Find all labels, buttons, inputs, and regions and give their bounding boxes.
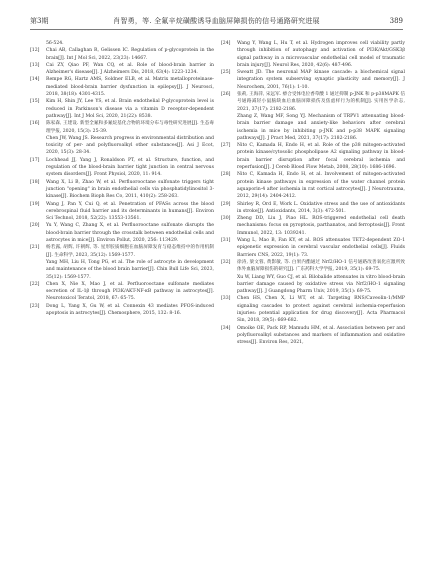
reference-text: 张莉, 王海萍, 宋远军. 痹合受体电位香草酸 1 通过抑制 p-JNK 和 p-p38MAPK 信号通路减轻小鼠脑缺血后血脑屏障损伤及焦虑样行为的机制[J]. 实用医学杂志, 2021, 37(17): 2182-2186. — [237, 92, 405, 112]
reference-number: [33] — [221, 296, 231, 302]
reference-text: 陈家森, 王建设. 新型全氟和多氟烷基化合物的环境分布与毒性研究进展[J]. 生态毒理学报, 2020, 15(3): 25-39. — [46, 121, 214, 134]
reference-text: Chen JW, Wang JS. Research progress in environmental distribution and toxicity of per- and polyfluoroalkyl other substances[J]. Asi J Ecot, 2020, 15(3): 28-34. — [46, 135, 214, 156]
reference-entry — [30, 98, 214, 120]
reference-entry — [221, 40, 405, 69]
reference-number: [24] — [221, 41, 231, 46]
reference-text: Zheng DD, Liu J, Piao HL. ROS-triggered endothelial cell death mechanisms: focus on pyroptosis, parthanatos, and ferroptosis[J]. Front Immunol, 2022, 13: 1039241. — [237, 216, 405, 236]
reference-text: 徐涛, 梁文蓉, 黄影敏, 等. 白果内酯通过 Nrf2/HO-1 信号通路改善氧化应激所致体外血脑屏障损伤的研究[J]. 广东药科大学学报, 2019, 35(1): 69-75. — [237, 259, 405, 273]
reference-number: [34] — [221, 325, 231, 331]
reference-number: [31] — [221, 238, 231, 244]
issue-label: 第3期 — [30, 17, 49, 25]
reference-number: [32] — [221, 259, 231, 265]
reference-entry — [221, 237, 405, 259]
right-column — [221, 40, 405, 346]
reference-entry — [221, 171, 405, 200]
reference-entry — [221, 259, 405, 274]
reference-number: [12] — [30, 48, 40, 54]
reference-text: Shirley R, Ord E, Work L. Oxidative stress and the use of antioxidants in stroke[J]. Antioxidants, 2014, 3(3): 472-501. — [237, 201, 405, 214]
reference-number: [25] — [221, 70, 231, 76]
reference-entry — [30, 47, 214, 62]
reference-text: Lochhead JJ, Yang J, Ronaldson PT, et al. Structure, function, and regulation of the blood-brain barrier tight junction in central nervous system disorders[J]. Front Physiol, 2020, 11: 914. — [46, 157, 214, 178]
reference-entry — [221, 113, 405, 142]
page-number: 389 — [389, 17, 403, 25]
reference-number: [20] — [30, 223, 40, 229]
reference-entry — [221, 325, 405, 347]
reference-text: Wang L, Mao B, Fan KY, et al. ROS attenuates TET2-dependent ZO-1 epigenetic expression in cerebral vascular endothelial cells[J]. Fluids Barriers CNS, 2022, 19(1): 73. — [237, 238, 405, 258]
left-column — [30, 40, 214, 317]
reference-entry — [30, 201, 214, 223]
reference-entry — [221, 215, 405, 237]
reference-text: Omoike OE, Pack RP, Mamudu HM, et al. Association between per and polyfluoroalkyl substances and markers of inflammation and oxidative stress[J]. Environ Res, 2021, — [237, 325, 405, 346]
reference-entry — [221, 274, 405, 296]
reference-entry — [30, 244, 214, 259]
reference-entry — [30, 135, 214, 157]
reference-entry — [221, 91, 405, 113]
reference-entry — [30, 120, 214, 135]
reference-number: [13] — [30, 62, 40, 68]
reference-number: [27] — [221, 143, 231, 149]
running-title: 肖智勇，等. 全氟辛烷磺酸诱导血脑屏障损伤的信号通路研究进展 — [113, 17, 320, 25]
running-header — [30, 13, 403, 30]
reference-text: 杨若露, 胡辉, 许朝辉, 等. 星形胶质细胞在血脑屏障发育与稳态维持中的作用机制[J]. 生命科学, 2023, 35(12): 1569-1577. — [46, 245, 214, 258]
reference-continuation: 56-524. — [46, 41, 64, 46]
reference-text: Wang Y, Wang L, Hu T, et al. Hydrogen improves cell viability partly through inhibition of autophagy and activation of PI3K/Akt/GSK3β signal pathway in a microvascular endothelial cell model of traumatic brain injury[J]. Neurol Res, 2020, 42(6): 487-496. — [237, 41, 405, 68]
reference-entry — [30, 179, 214, 201]
reference-text: Sweatt JD. The neuronal MAP kinase cascade: a biochemical signal integration system subserving synaptic plasticity and memory[J]. J Neurochem, 2001, 76(1): 1-10. — [237, 70, 405, 90]
reference-entry — [30, 303, 214, 318]
reference-number: [26] — [221, 92, 231, 98]
reference-entry — [30, 157, 214, 179]
reference-text: Xu W, Liang WY, Guo CJ, et al. Bilobalide attenuates in vitro blood-brain barrier damage caused by oxidative stress via Nrf2/HO-1 signaling pathway[J]. J Guangdong Pharm Univ, 2019, 35(1): 69-75. — [237, 274, 405, 295]
reference-text: Nito C, Kamada H, Endo H, et al. Role of the p38 mitogen-activated protein kinase/cytosolic phospholipase A2 signaling pathway in blood-brain barrier disruption after focal cerebral ischemia and reperfusion[J]. J Cereb Blood Flow Metab, 2008, 28(10): 1686-1696. — [237, 143, 405, 171]
reference-entry — [30, 259, 214, 281]
reference-entry — [30, 62, 214, 77]
reference-number: [15] — [30, 99, 40, 105]
reference-entry — [30, 76, 214, 98]
reference-text: Zhang Z, Wang MF, Song YJ. Mechanism of TRPV1 attenuating blood-brain barrier damage and anxiety-like behaviors after cerebral ischemia in mice by inhibiting p-JNK and p-p38 MAPK signaling pathways[J]. J Pract Med, 2021, 37(17): 2182-2186. — [237, 113, 405, 141]
reference-text: Rempe RG, Hartz AMS, Soldner ELB, et al. Matrix metalloproteinase-mediated blood-brain barrier dysfunction in epilepsy[J]. J Neurosci, 2018, 38(18): 4301-4315. — [46, 77, 214, 98]
reference-number: [22] — [30, 281, 40, 287]
reference-number: [18] — [30, 179, 40, 185]
reference-entry — [221, 295, 405, 324]
reference-list-right — [221, 40, 405, 346]
reference-number: [30] — [221, 216, 231, 222]
reference-entry — [221, 201, 405, 216]
reference-text: Yang MH, Liu H, Tong PG, et al. The role of astrocyte in development and maintenance of the blood brain barrier[J]. Chin Bull Life Sci, 2023, 35(12): 1569-1577. — [46, 259, 214, 280]
reference-number: [28] — [221, 172, 231, 178]
reference-text: Wang J, Pan Y, Cui Q, et al. Penetration of PFASs across the blood cerebrospinal fluid barrier and its determinants in humans[J]. Environ Sci Technol, 2018, 52(22): 13553-13561. — [46, 201, 214, 222]
reference-text: Kim H, Shin JY, Lee YS, et al. Brain endothelial P-glycoprotein level is reduced in Parkinson's disease via a vitamin D receptor-dependent pathway[J]. Int J Mol Sci, 2020, 21(22): 8538. — [46, 99, 214, 119]
reference-entry — [30, 222, 214, 244]
reference-text: Chai AB, Callaghan R, Gelissen IC. Regulation of p-glycoprotein in the brain[J]. Int J Mol Sci, 2022, 23(23): 14667. — [46, 48, 214, 61]
reference-number: [29] — [221, 201, 231, 207]
reference-entry — [221, 69, 405, 91]
reference-number: [21] — [30, 245, 40, 251]
reference-entry — [30, 281, 214, 303]
reference-number: [14] — [30, 77, 40, 83]
reference-text: Chen HS, Chen X, Li WT, et al. Targeting RNS/Caveolin-1/MMP signaling cascades to protect against cerebral ischemia-reperfusion injuries: potential application for drug discovery[J]. Acta Pharmacol Sin, 2018, 39(5): 669-682. — [237, 296, 405, 324]
reference-text: Chen X, Nie X, Mao J, et al. Perfluorooctane sulfonate mediates secretion of IL-1β through PI3K/AKT-NF-κB pathway in astrocytes[J]. Neurotoxicol Teratol, 2018, 67: 65-75. — [46, 281, 214, 302]
reference-text: Yu Y, Wang C, Zhang X, et al. Perfluorooctane sulfonate disrupts the blood-brain barrier through the crosstalk between endothelial cells and astrocytes in mice[J]. Environ Pollut, 2020, 256: 113429. — [46, 223, 214, 244]
reference-entry — [221, 142, 405, 171]
reference-text: Wang X, Li B, Zhao W, et al. Perfluorooctane sulfonate triggers tight junction "opening" in brain endothelial cells via phosphatidylinositol 3-kinase[J]. Biochem Bioph Res Co, 2011, 410(2): 258-263. — [46, 179, 214, 200]
reference-number: [16] — [30, 121, 40, 127]
reference-text: Dong L, Yang X, Gu W, et al. Connexin 43 mediates PFOS-induced apoptosis in astrocytes[J]. Chemosphere, 2015, 132: 8-16. — [46, 303, 214, 316]
reference-number: [17] — [30, 157, 40, 163]
reference-list-left — [30, 47, 214, 317]
reference-number: [19] — [30, 201, 40, 207]
reference-text: Cai ZY, Qiao PF, Wan CQ, et al. Role of blood-brain barrier in Alzheimer's disease[J]. J Alzheimers Dis, 2018, 63(4): 1223-1234. — [46, 62, 214, 76]
reference-text: Nito C, Kamada H, Endo H, et al. Involvement of mitogen-activated protein kinase pathways in expression of the water channel protein aquaporin-4 after ischemia in rat cortical astrocytes[J]. J Neurotrauma, 2012, 29(14): 2404-2412. — [237, 172, 405, 200]
reference-number: [23] — [30, 303, 40, 309]
